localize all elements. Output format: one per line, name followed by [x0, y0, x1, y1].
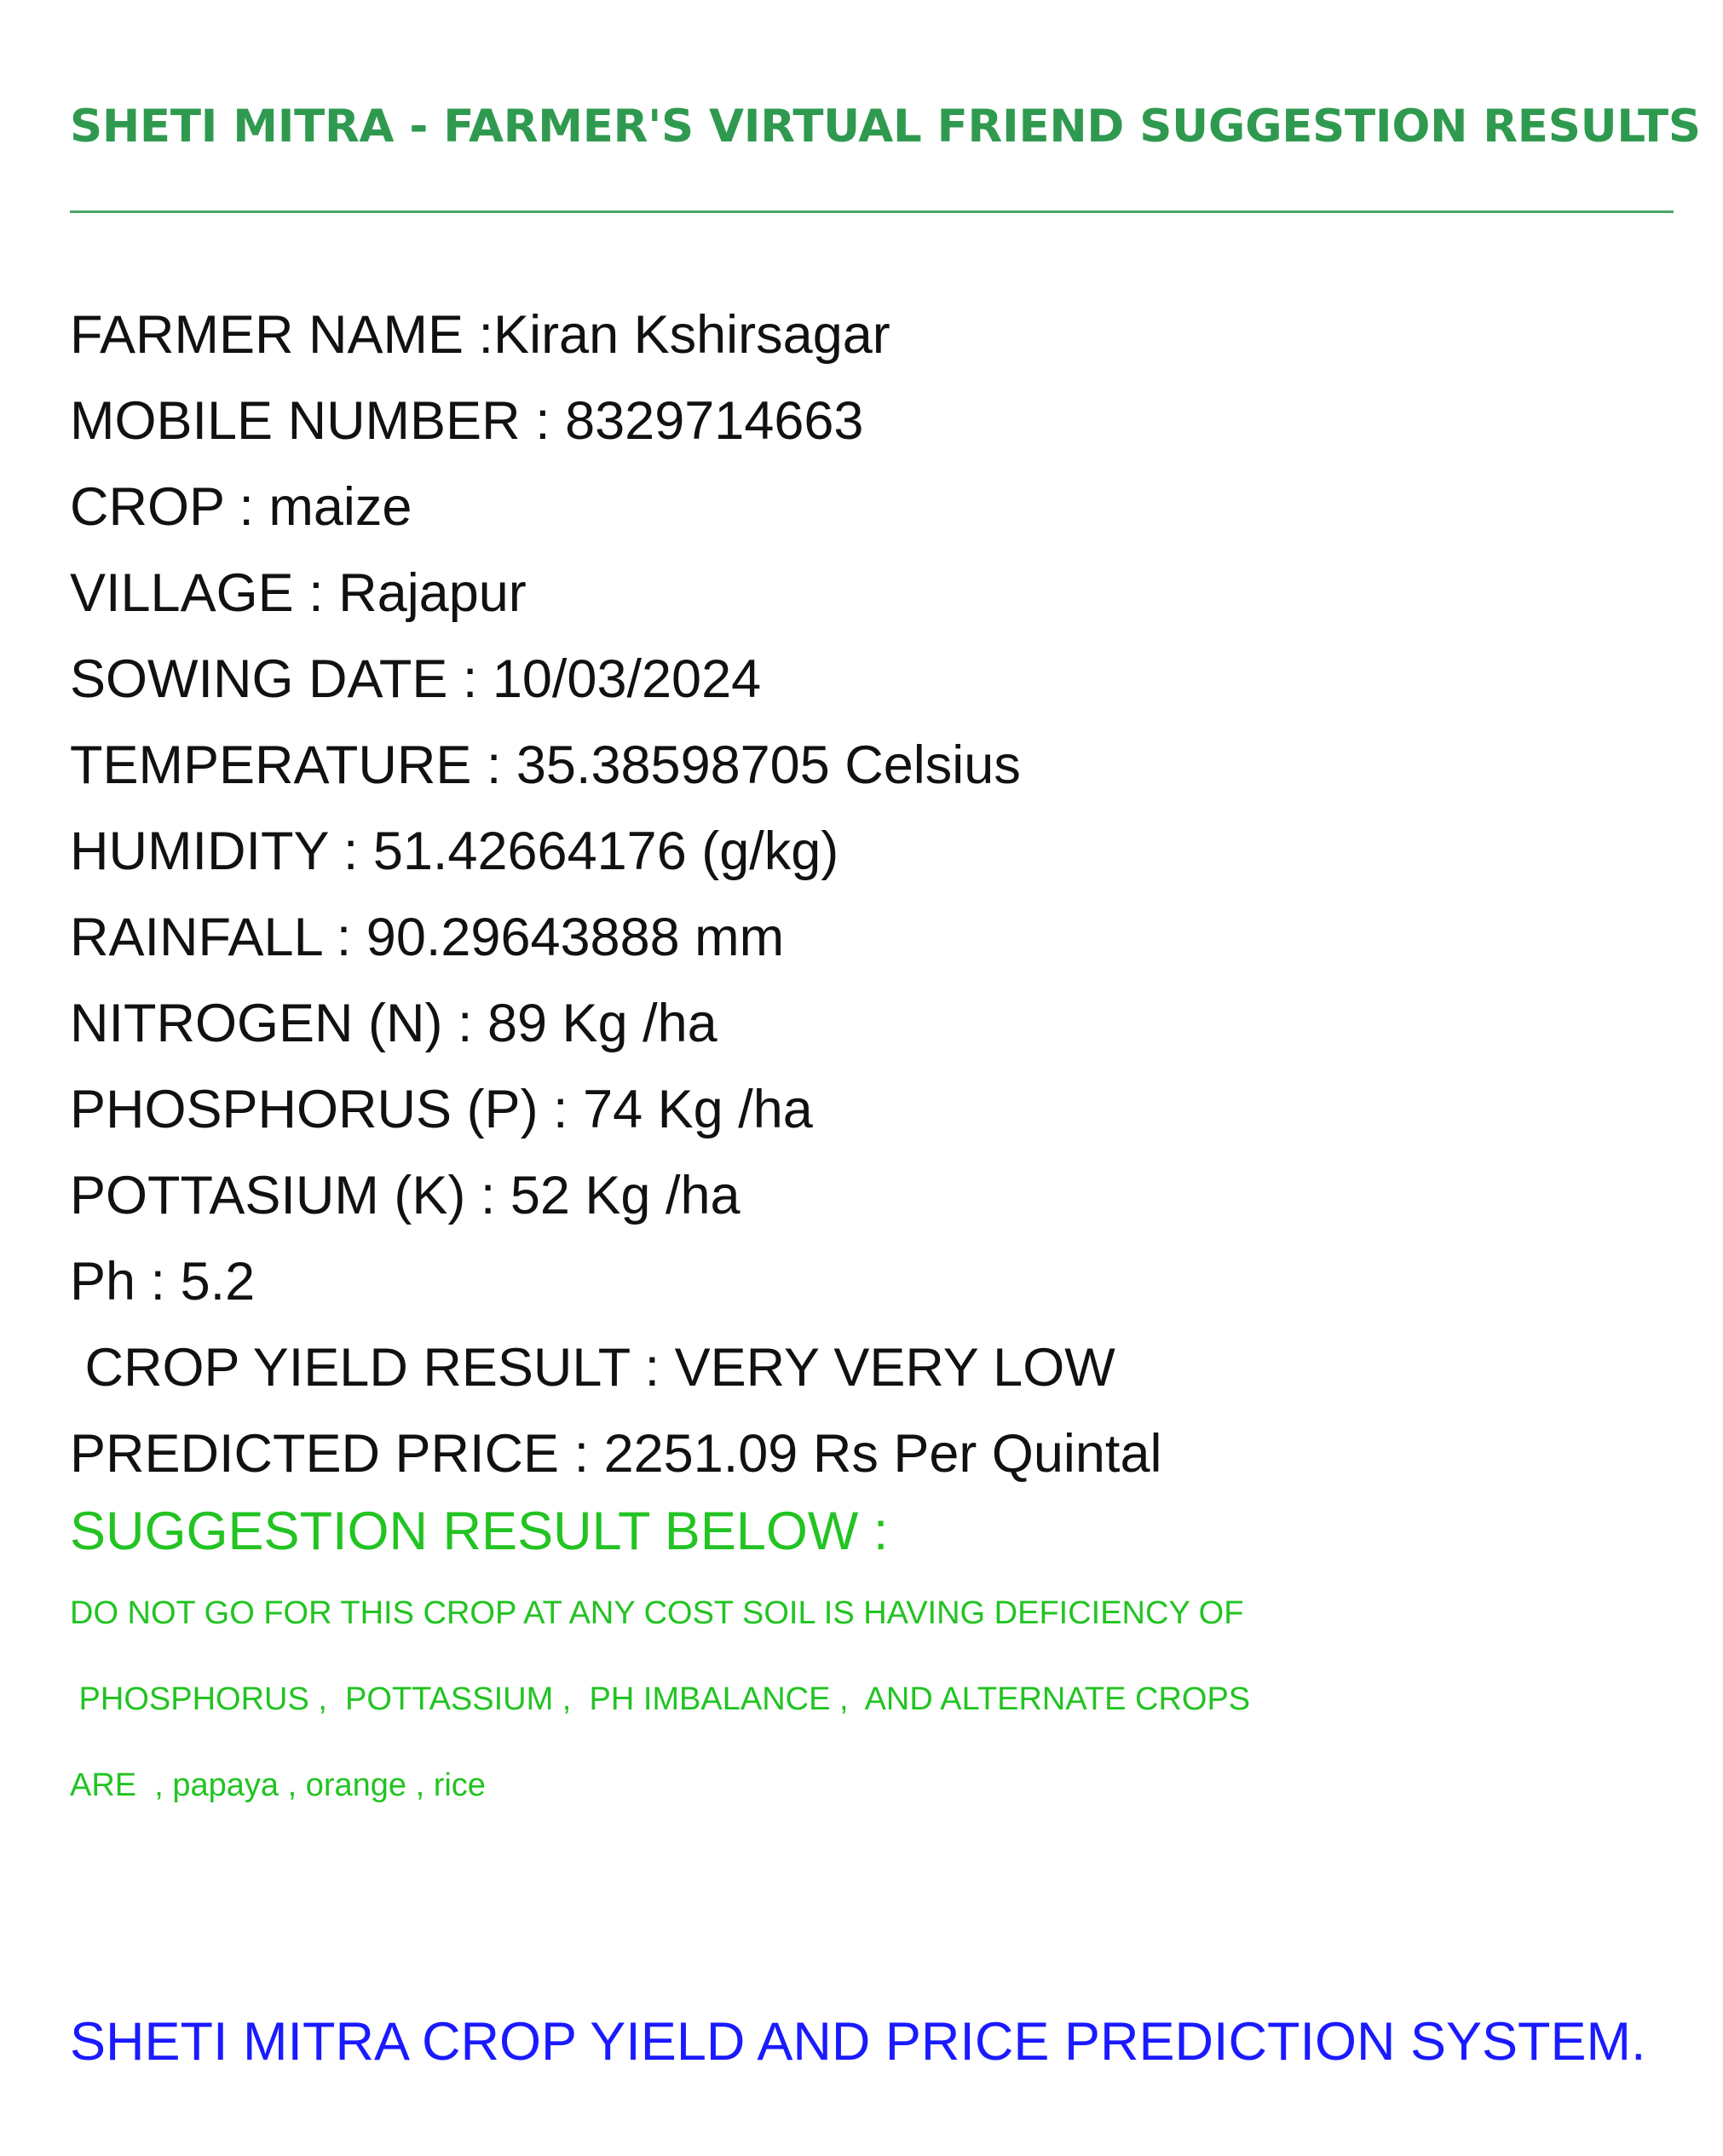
sowing-date-field: SOWING DATE : 10/03/2024 [70, 649, 762, 709]
phosphorus-field: PHOSPHORUS (P) : 74 Kg /ha [70, 1080, 813, 1139]
predicted-price-field: PREDICTED PRICE : 2251.09 Rs Per Quintal [70, 1424, 1162, 1484]
crop-field: CROP : maize [70, 477, 412, 537]
crop-yield-result-field: CROP YIELD RESULT : VERY VERY LOW [70, 1338, 1115, 1398]
footer-system-name: SHETI MITRA CROP YIELD AND PRICE PREDICTION SYSTEM. [70, 2012, 1646, 2072]
rainfall-field: RAINFALL : 90.29643888 mm [70, 908, 785, 967]
suggestion-line: DO NOT GO FOR THIS CROP AT ANY COST SOIL IS HAVING DEFICIENCY OF [70, 1595, 1244, 1631]
title-divider [70, 210, 1674, 213]
humidity-field: HUMIDITY : 51.42664176 (g/kg) [70, 821, 839, 881]
mobile-number-field: MOBILE NUMBER : 8329714663 [70, 391, 864, 451]
village-field: VILLAGE : Rajapur [70, 563, 527, 623]
potassium-field: POTTASIUM (K) : 52 Kg /ha [70, 1166, 740, 1225]
suggestion-line: PHOSPHORUS , POTTASSIUM , PH IMBALANCE , AND ALTERNATE CROPS [70, 1681, 1251, 1717]
temperature-field: TEMPERATURE : 35.38598705 Celsius [70, 735, 1021, 795]
suggestion-heading: SUGGESTION RESULT BELOW : [70, 1502, 889, 1561]
nitrogen-field: NITROGEN (N) : 89 Kg /ha [70, 994, 717, 1053]
ph-field: Ph : 5.2 [70, 1252, 256, 1311]
page-title: SHETI MITRA - FARMER'S VIRTUAL FRIEND SUGGESTION RESULTS [70, 101, 1701, 153]
suggestion-line: ARE , papaya , orange , rice [70, 1767, 486, 1803]
farmer-name-field: FARMER NAME :Kiran Kshirsagar [70, 305, 890, 365]
